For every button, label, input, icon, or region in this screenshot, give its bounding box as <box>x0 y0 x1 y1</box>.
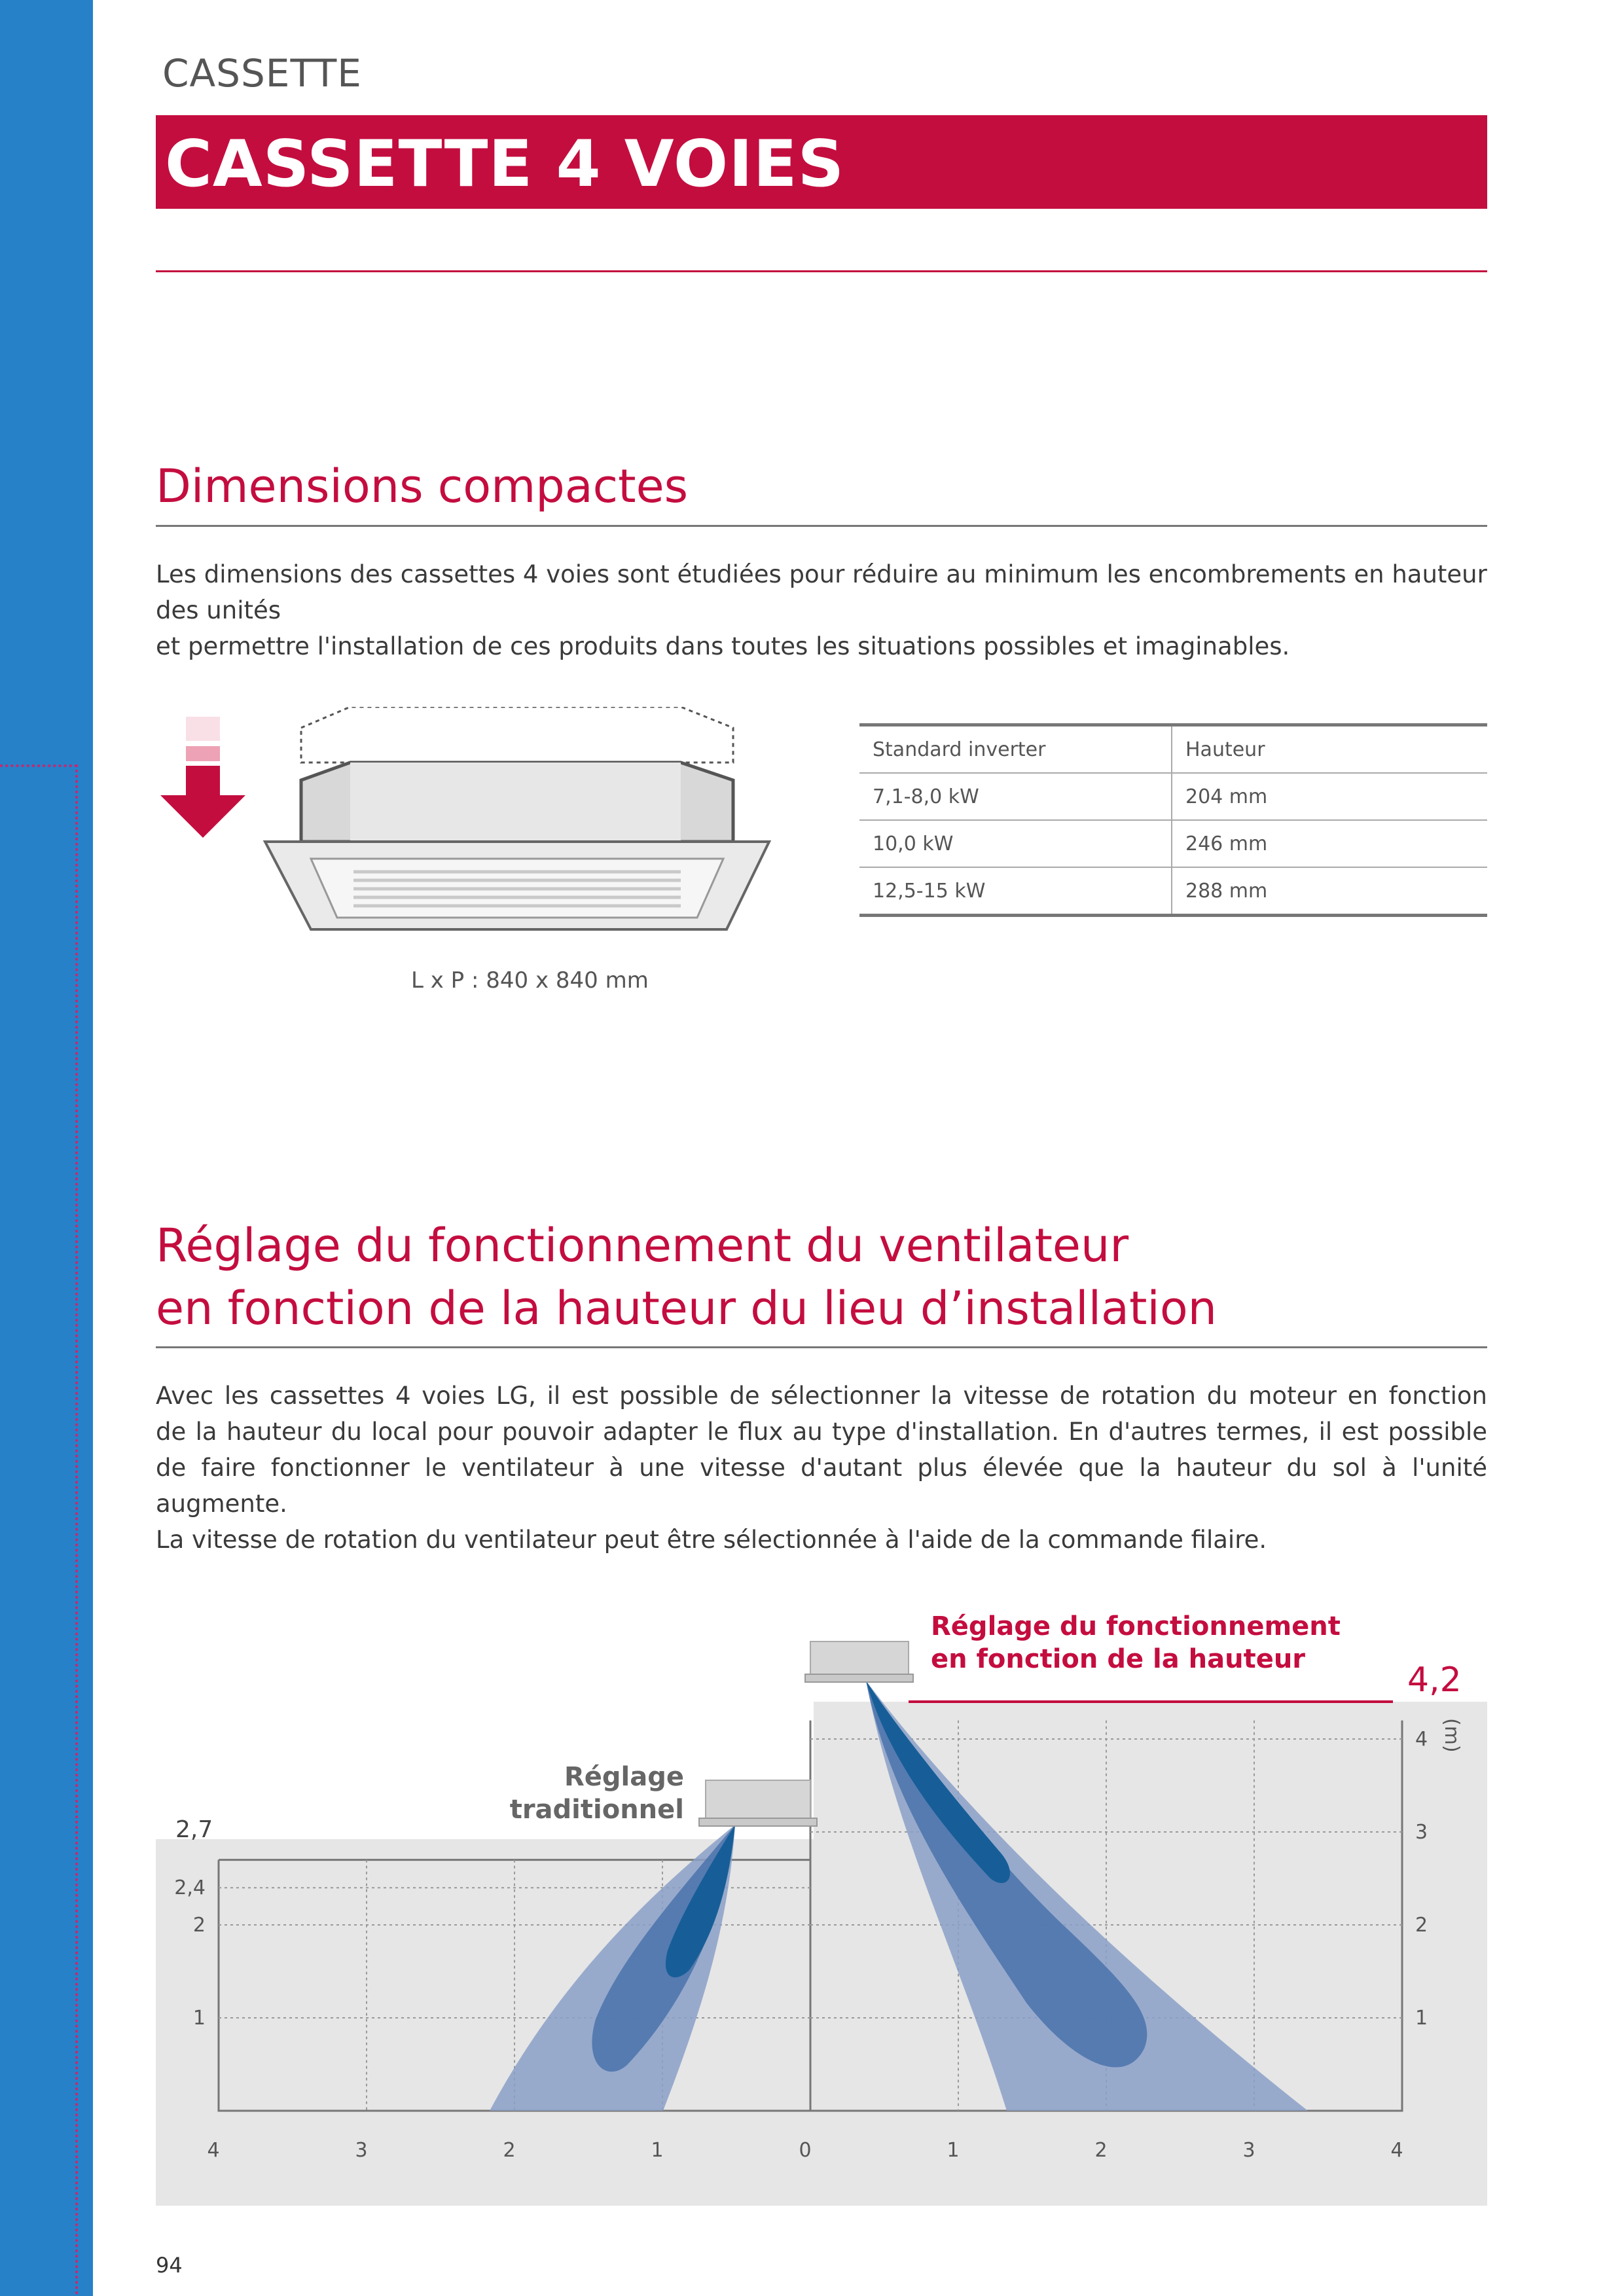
x-tick-label: 1 <box>947 2139 960 2162</box>
fan-heading-line: Réglage du fonctionnement du ventilateur <box>156 1219 1129 1272</box>
dotted-guide-vertical <box>75 764 78 2296</box>
height-high-value: 4,2 <box>1407 1660 1462 1700</box>
table-header-row <box>859 725 1487 774</box>
table-row <box>859 820 1487 867</box>
dotted-guide-horizontal <box>0 764 77 767</box>
x-tick-label: 3 <box>1242 2139 1255 2162</box>
x-tick-label: 2 <box>1094 2139 1108 2162</box>
traditional-label <box>458 1761 684 1826</box>
y-tick-label: 1 <box>1415 2007 1428 2030</box>
fan-rule <box>156 1346 1487 1348</box>
x-tick-label: 2 <box>503 2139 516 2162</box>
page-title: CASSETTE 4 VOIES <box>165 127 845 202</box>
left-color-bar <box>0 0 93 2296</box>
y-tick-label: 2 <box>192 1914 206 1937</box>
height-adjust-label-line: Réglage du fonctionnement <box>931 1611 1341 1641</box>
table-cell: 246 mm <box>1172 820 1487 867</box>
x-tick-label: 4 <box>207 2139 220 2162</box>
table-header-cell: Hauteur <box>1172 725 1487 774</box>
unit-body-front <box>350 762 681 841</box>
height-adjust-label-line: en fonction de la hauteur <box>931 1644 1306 1674</box>
table-header-cell: Standard inverter <box>859 725 1172 774</box>
table-row <box>859 867 1487 916</box>
table-cell: 12,5-15 kW <box>859 867 1172 916</box>
title-bar <box>156 115 1487 209</box>
airflow-diagram <box>156 1584 1487 2206</box>
y-tick-label: 4 <box>1415 1728 1428 1751</box>
cassette-illustration <box>157 707 785 962</box>
dimensions-caption: L x P : 840 x 840 mm <box>411 967 649 994</box>
x-tick-label: 3 <box>355 2139 368 2162</box>
y-tick-label: 2 <box>1415 1914 1428 1937</box>
fan-text-line: Avec les cassettes 4 voies LG, il est possible de sélectionner la vitesse de rotation du moteur en fonction <box>156 1382 1487 1410</box>
table-row <box>859 773 1487 820</box>
unit-extension-outline <box>301 707 733 762</box>
dimensions-rule <box>156 525 1487 527</box>
arrow-fade-mid <box>186 746 220 761</box>
y-tick-label: 1 <box>192 2007 206 2030</box>
dimensions-text-line: Les dimensions des cassettes 4 voies sont étudiées pour réduire au minimum les encombrements en hauteur des unités <box>156 560 1487 624</box>
x-tick-label: 1 <box>651 2139 664 2162</box>
table-cell: 7,1-8,0 kW <box>859 773 1172 820</box>
x-tick-label: 0 <box>799 2139 812 2162</box>
dimensions-table <box>859 723 1487 917</box>
dimensions-heading: Dimensions compactes <box>156 459 689 513</box>
section-label: CASSETTE <box>162 51 362 96</box>
fan-text-line: de faire fonctionner le ventilateur à une vitesse d'autant plus élevée que la hauteur du sol à l'unité augmente. <box>156 1454 1487 1518</box>
x-tick-label: 4 <box>1390 2139 1403 2162</box>
traditional-label-line: traditionnel <box>509 1795 684 1825</box>
down-arrow-icon <box>160 766 245 838</box>
unit-label: (m) <box>1440 1718 1463 1753</box>
fan-heading <box>156 1214 1217 1340</box>
height-adjust-label <box>931 1610 1341 1676</box>
height-low-value: 2,7 <box>175 1816 213 1843</box>
table-cell: 10,0 kW <box>859 820 1172 867</box>
page-number: 94 <box>156 2253 183 2278</box>
fan-text-line: de la hauteur du local pour pouvoir adapter le flux au type d'installation. En d'autres termes, il est possible <box>156 1418 1487 1446</box>
y-tick-label: 3 <box>1415 1821 1428 1844</box>
title-rule <box>156 270 1487 272</box>
y-tick-label: 2,4 <box>174 1876 206 1900</box>
dimensions-text <box>156 556 1487 664</box>
fan-heading-line: en fonction de la hauteur du lieu d’installation <box>156 1282 1218 1335</box>
traditional-label-line: Réglage <box>564 1762 684 1792</box>
table-cell: 288 mm <box>1172 867 1487 916</box>
fan-text <box>156 1378 1487 1558</box>
dimensions-text-line: et permettre l'installation de ces produits dans toutes les situations possibles et imaginables. <box>156 632 1290 660</box>
table-cell: 204 mm <box>1172 773 1487 820</box>
fan-text-line: La vitesse de rotation du ventilateur peut être sélectionnée à l'aide de la commande filaire. <box>156 1526 1267 1554</box>
arrow-fade-top <box>186 717 220 741</box>
cassette-high <box>805 1641 913 1682</box>
cassette-low <box>699 1780 817 1826</box>
